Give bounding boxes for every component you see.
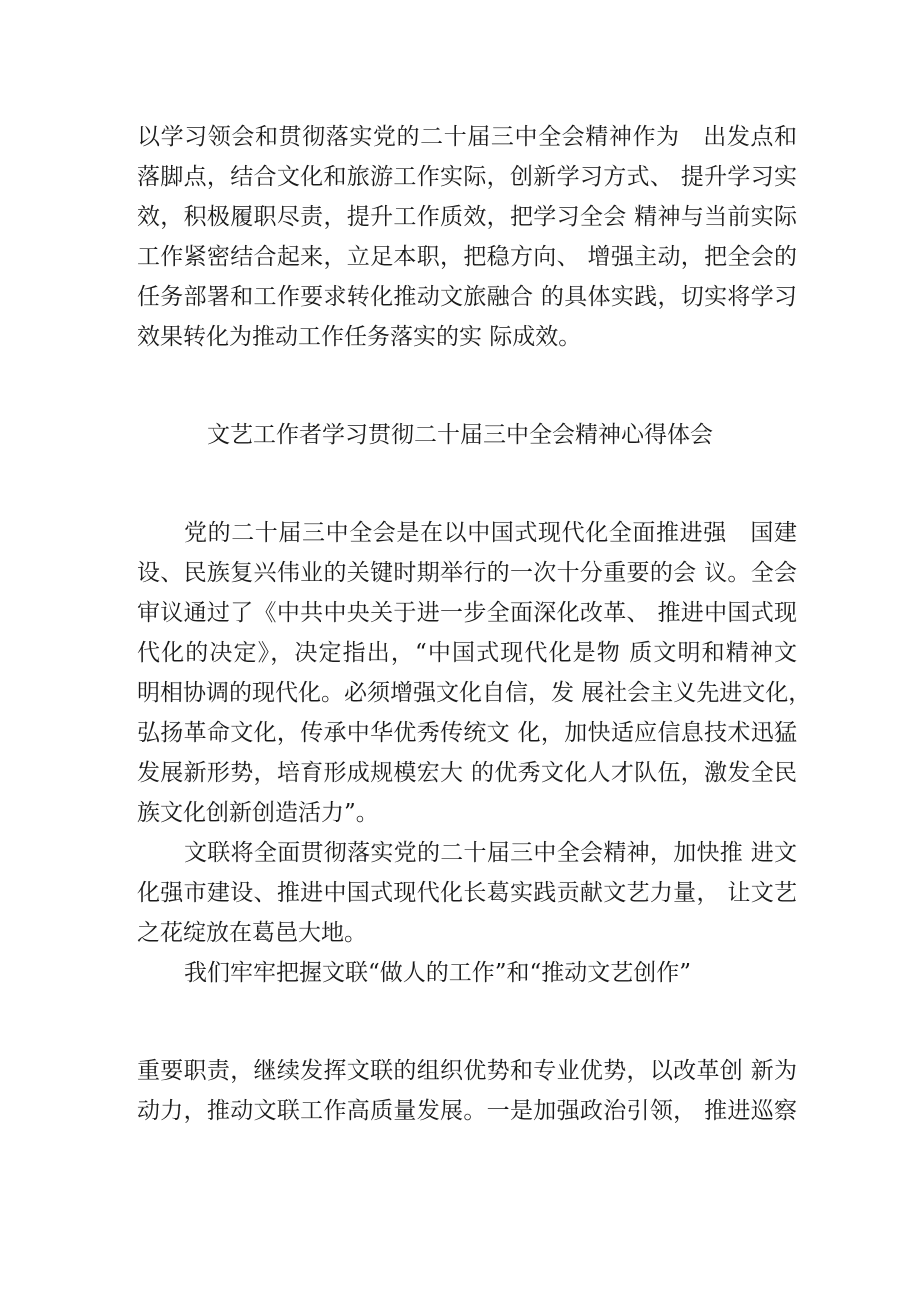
paragraph-2-line-8: 族文化创新创造活力”。 <box>137 800 379 826</box>
paragraph-1-line-6: 效果转化为推动工作任务落实的实 际成效。 <box>137 324 582 350</box>
paragraph-2-line-5: 明相协调的现代化。必须增强文化自信，发 展社会主义先进文化， <box>137 680 812 706</box>
paragraph-3-line-2: 化强市建设、推进中国式现代化长葛实践贡献文艺力量， 让文艺 <box>137 880 797 906</box>
paragraph-2-line-7: 发展新形势，培育形成规模宏大 的优秀文化人才队伍，激发全民 <box>137 760 797 786</box>
paragraph-2-line-1: 党的二十届三中全会是在以中国式现代化全面推进强 国建 <box>184 520 797 546</box>
paragraph-5-line-1: 重要职责，继续发挥文联的组织优势和专业优势，以改革创 新为 <box>137 1058 797 1084</box>
paragraph-1-line-5: 任务部署和工作要求转化推动文旅融合 的具体实践，切实将学习 <box>137 284 797 310</box>
paragraph-1-line-1: 以学习领会和贯彻落实党的二十届三中全会精神作为 出发点和 <box>137 124 797 150</box>
paragraph-5-line-2: 动力，推动文联工作高质量发展。一是加强政治引领， 推进巡察 <box>137 1098 797 1124</box>
paragraph-1-line-4: 工作紧密结合起来，立足本职，把稳方向、 增强主动，把全会的 <box>137 244 797 270</box>
paragraph-3-line-1: 文联将全面贯彻落实党的二十届三中全会精神，加快推 进文 <box>184 840 797 866</box>
paragraph-3-line-3: 之花绽放在葛邑大地。 <box>137 920 367 946</box>
paragraph-1-line-3: 效，积极履职尽责，提升工作质效，把学习全会 精神与当前实际 <box>137 204 797 230</box>
paragraph-2-line-2: 设、民族复兴伟业的关键时期举行的一次十分重要的会 议。全会 <box>137 560 797 586</box>
paragraph-2-line-6: 弘扬革命文化，传承中华优秀传统文 化，加快适应信息技术迅猛 <box>137 720 797 746</box>
document-title: 文艺工作者学习贯彻二十届三中全会精神心得体会 <box>207 422 713 448</box>
paragraph-1-line-2: 落脚点，结合文化和旅游工作实际，创新学习方式、 提升学习实 <box>137 164 797 190</box>
paragraph-2-line-4: 代化的决定》，决定指出，“中国式现代化是物 质文明和精神文 <box>137 640 797 666</box>
paragraph-4-line-1: 我们牢牢把握文联“做人的工作”和“推动文艺创作” <box>184 960 692 986</box>
paragraph-2-line-3: 审议通过了《中共中央关于进一步全面深化改革、 推进中国式现 <box>137 600 797 626</box>
